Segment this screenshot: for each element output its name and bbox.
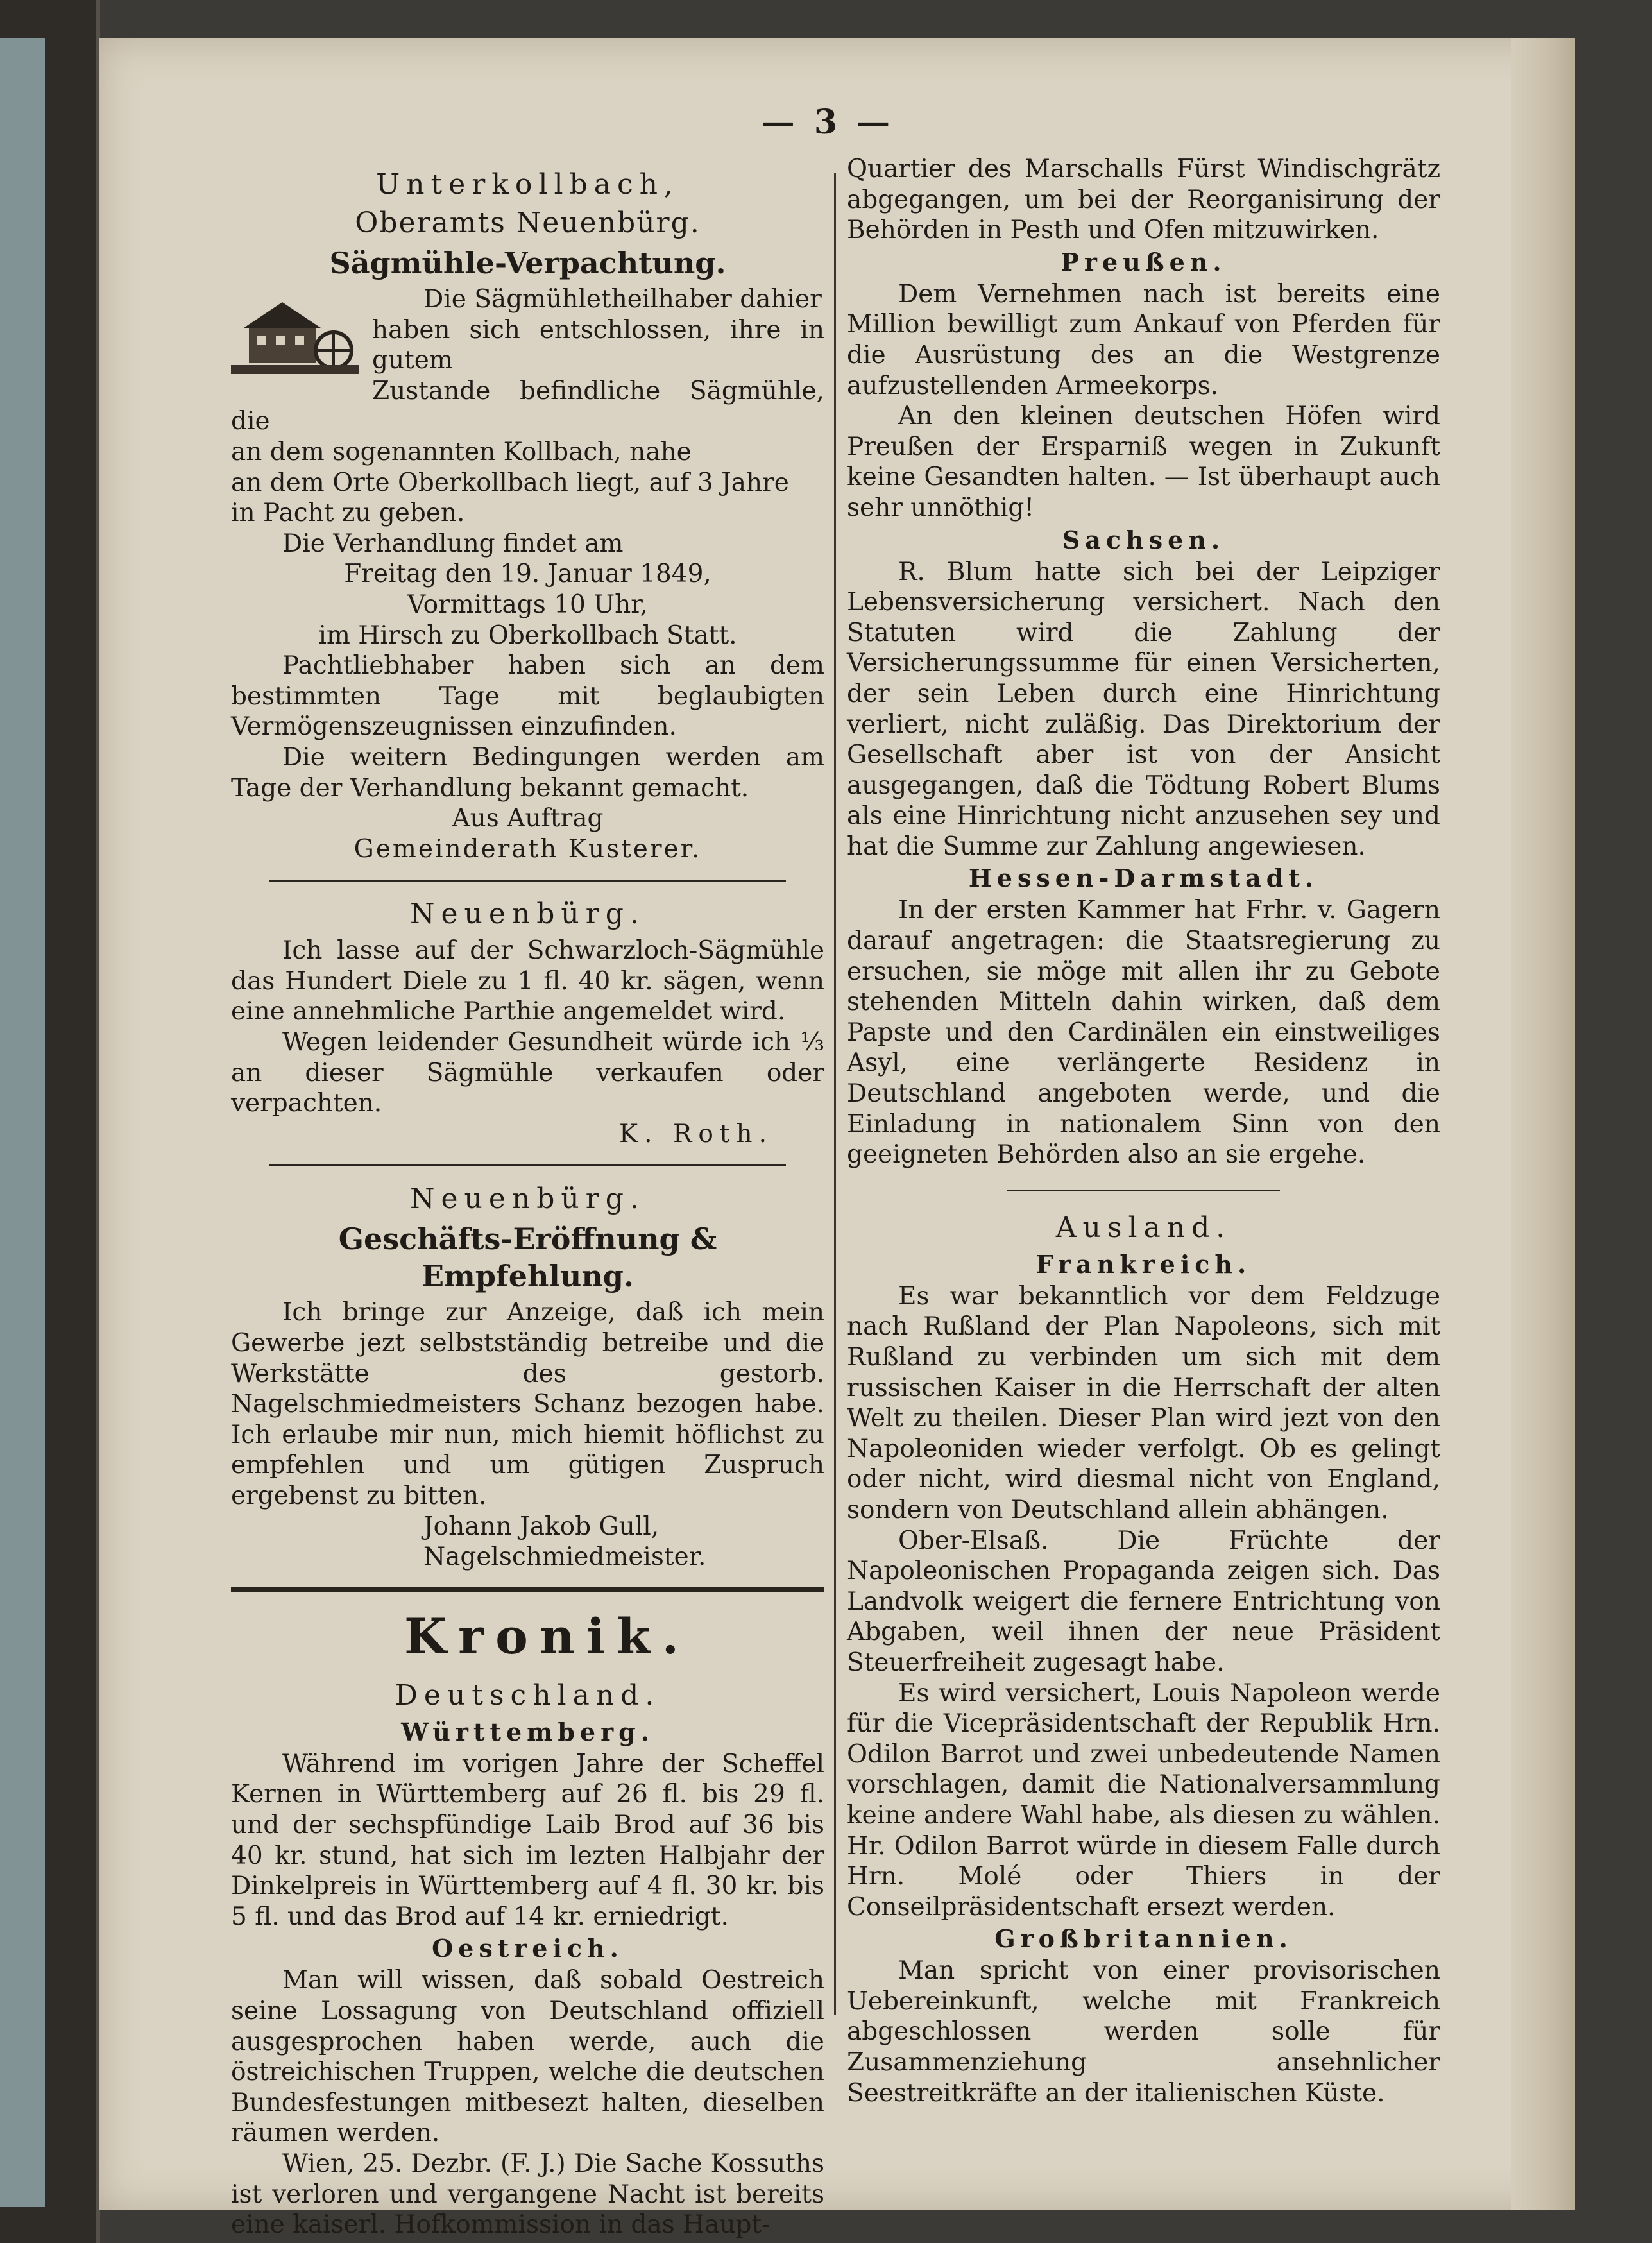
ad-paragraph: Wegen leidender Gesundheit würde ich ⅓ an dieser Sägmühle verkaufen oder verpachten. bbox=[231, 1028, 824, 1118]
news-paragraph: Es wird versichert, Louis Napoleon werde für die Vicepräsidentschaft der Republik Hrn. Odilon Barrot und zwei unbedeutende Namen vorschlagen, damit die Nationalversammlung keine andere Wahl habe, als diesen zu wählen. Hr. Odilon Barrot würde in diesem Falle durch Hrn. Molé oder Thiers in der Conseilpräsidentschaft ersezt werden. bbox=[847, 1678, 1440, 1922]
advert-geschaeft bbox=[231, 1182, 824, 1572]
region-head: Oestreich. bbox=[432, 1934, 624, 1963]
news-paragraph: Man will wissen, daß sobald Oestreich seine Lossagung von Deutschland offiziell ausgesprochen haben werde, auch die östreichischen Truppen, welche die deutschen Bundesfestungen mitbesezt halten, dieselben räumen werden. bbox=[231, 1966, 824, 2148]
ad-signature: Gemeinderath Kusterer. bbox=[353, 834, 702, 864]
region-head: Württemberg. bbox=[401, 1717, 654, 1746]
ad-paragraph: Pachtliebhaber haben sich an dem bestimmten Tage mit beglaubigten Vermögenszeugnissen einzufinden. bbox=[231, 651, 824, 742]
region-head: Großbritannien. bbox=[994, 1924, 1293, 1954]
ad-signature: K. Roth. bbox=[619, 1119, 773, 1148]
news-paragraph: Ober-Elsaß. Die Früchte der Napoleonischen Propaganda zeigen sich. Das Landvolk weigert die fernere Entrichtung von Abgaben, weil ihnen der neue Präsident Steuerfreiheit zugesagt habe. bbox=[847, 1526, 1440, 1677]
book-cover-board bbox=[0, 0, 100, 2243]
rule bbox=[269, 1164, 786, 1166]
news-paragraph: R. Blum hatte sich bei der Leipziger Lebensversicherung versichert. Nach den Statuten wird die Zahlung der Versicherungssumme für einen Versicherten, der sein Leben durch eine Hinrichtung verliert, nicht zuläßig. Das Direktorium der Gesellschaft aber ist von der Ansicht ausgegangen, daß die Tödtung Robert Blums als eine Hinrichtung nicht anzusehen sey und hat die Summe zur Zahlung angewiesen. bbox=[847, 557, 1440, 861]
column-divider bbox=[834, 173, 836, 2015]
advert-schwarzloch bbox=[231, 897, 824, 1149]
ad-line: Die Sägmühletheilhaber dahier bbox=[423, 285, 822, 314]
section-title: Ausland. bbox=[1055, 1211, 1232, 1244]
ad-line: an dem sogenannten Kollbach, nahe bbox=[231, 437, 692, 466]
ad-line: an dem Orte Oberkollbach liegt, auf 3 Jahre bbox=[231, 468, 789, 497]
ad-time: Vormittags 10 Uhr, bbox=[407, 590, 648, 619]
region-head: Frankreich. bbox=[1035, 1249, 1252, 1279]
news-paragraph: Wien, 25. Dezbr. (F. J.) Die Sache Kossuths ist verloren und vergangene Nacht ist bereits eine kaiserl. Hofkommission in das Haupt- bbox=[231, 2149, 824, 2240]
ad-place: Neuenbürg. bbox=[410, 898, 645, 931]
ad-date: Freitag den 19. Januar 1849, bbox=[344, 559, 711, 589]
region-head: Hessen-Darmstadt. bbox=[968, 864, 1319, 893]
news-paragraph: Man spricht von einer provisorischen Uebereinkunft, welche mit Frankreich abgeschlossen werden solle für Zusammenziehung ansehnlicher Seestreitkräfte an der italienischen Küste. bbox=[847, 1956, 1440, 2108]
ad-paragraph: Die Verhandlung findet am bbox=[282, 529, 624, 558]
mill-woodcut-icon bbox=[231, 289, 359, 379]
page-number: — 3 — bbox=[761, 103, 894, 142]
news-paragraph: An den kleinen deutschen Höfen wird Preußen der Ersparniß wegen in Zukunft keine Gesandten halten. — Ist überhaupt auch sehr unnöthig! bbox=[847, 402, 1440, 522]
ad-venue: im Hirsch zu Oberkollbach Statt. bbox=[318, 620, 737, 650]
right-column bbox=[847, 154, 1440, 2108]
ad-line: haben sich entschlossen, ihre in gutem bbox=[372, 315, 824, 375]
ad-signature: Aus Auftrag bbox=[452, 804, 604, 833]
section-title: Deutschland. bbox=[395, 1678, 661, 1712]
ad-place: Unterkollbach, bbox=[376, 168, 679, 201]
advert-saegmuehle bbox=[231, 167, 824, 864]
ad-signature: Nagelschmiedmeister. bbox=[423, 1542, 706, 1572]
news-paragraph: Während im vorigen Jahre der Scheffel Kernen in Württemberg auf 26 fl. bis 29 fl. und der sechspfündige Laib Brod auf 36 bis 40 kr. stund, hat sich im lezten Halbjahr der Dinkelpreis in Württemberg auf 4 fl. 30 kr. bis 5 fl. und das Brod auf 14 kr. erniedrigt. bbox=[231, 1749, 824, 1931]
cloth-strip bbox=[0, 38, 45, 2207]
region-head: Sachsen. bbox=[1062, 525, 1225, 554]
kronik-title: Kronik. bbox=[404, 1607, 691, 1665]
ad-place: Neuenbürg. bbox=[410, 1182, 645, 1216]
ad-line: Zustande befindliche Sägmühle, die bbox=[231, 376, 824, 436]
ad-line: in Pacht zu geben. bbox=[231, 499, 465, 528]
ad-paragraph: Die weitern Bedingungen werden am Tage der Verhandlung bekannt gemacht. bbox=[231, 742, 824, 803]
ad-title: Geschäfts-Eröffnung & Empfehlung. bbox=[338, 1222, 717, 1294]
rule bbox=[1007, 1190, 1280, 1191]
page-edge bbox=[1511, 38, 1575, 2210]
rule bbox=[269, 880, 786, 882]
ad-paragraph: Ich lasse auf der Schwarzloch-Sägmühle das Hundert Diele zu 1 fl. 40 kr. sägen, wenn eine annehmliche Parthie angemeldet wird. bbox=[231, 936, 824, 1027]
ad-signature: Johann Jakob Gull, bbox=[423, 1512, 660, 1541]
ad-paragraph: Ich bringe zur Anzeige, daß ich mein Gewerbe jezt selbstständig betreibe und die Werkstätte des gestorb. Nagelschmiedmeisters Schanz bezogen habe. Ich erlaube mir nun, mich hiemit höflichst zu empfehlen und um gütigen Zuspruch ergebenst zu bitten. bbox=[231, 1298, 824, 1510]
ad-district: Oberamts Neuenbürg. bbox=[355, 207, 701, 239]
region-head: Preußen. bbox=[1060, 247, 1227, 277]
ad-title: Sägmühle-Verpachtung. bbox=[329, 246, 726, 280]
rule bbox=[231, 1587, 824, 1592]
left-column bbox=[231, 164, 824, 2240]
kronik-section bbox=[231, 1608, 824, 2240]
news-paragraph: In der ersten Kammer hat Frhr. v. Gagern darauf angetragen: die Staatsregierung zu ersuchen, sie möge mit allen ihr zu Gebote stehenden Mitteln dahin wirken, daß dem Papste und den Cardinälen ein einstweiliges Asyl, eine verlängerte Residenz in Deutschland angeboten werde, und die Einladung in nationalem Sinn von den geeigneten Behörden also an sie ergehe. bbox=[847, 896, 1440, 1170]
news-paragraph: Dem Vernehmen nach ist bereits eine Million bewilligt zum Ankauf von Pferden für die Ausrüstung des an die Westgrenze aufzustellenden Armeekorps. bbox=[847, 279, 1440, 400]
news-paragraph: Quartier des Marschalls Fürst Windischgrätz abgegangen, um bei der Reorganisirung der Behörden in Pesth und Ofen mitzuwirken. bbox=[847, 155, 1440, 245]
news-paragraph: Es war bekanntlich vor dem Feldzuge nach Rußland der Plan Napoleons, sich mit Rußland zu verbinden um sich mit dem russischen Kaiser in die Herrschaft der alten Welt zu theilen. Dieser Plan wird jezt von den Napoleoniden wieder verfolgt. Ob es gelingt oder nicht, wird diesmal nicht von England, sondern von Deutschland allein abhängen. bbox=[847, 1281, 1440, 1524]
